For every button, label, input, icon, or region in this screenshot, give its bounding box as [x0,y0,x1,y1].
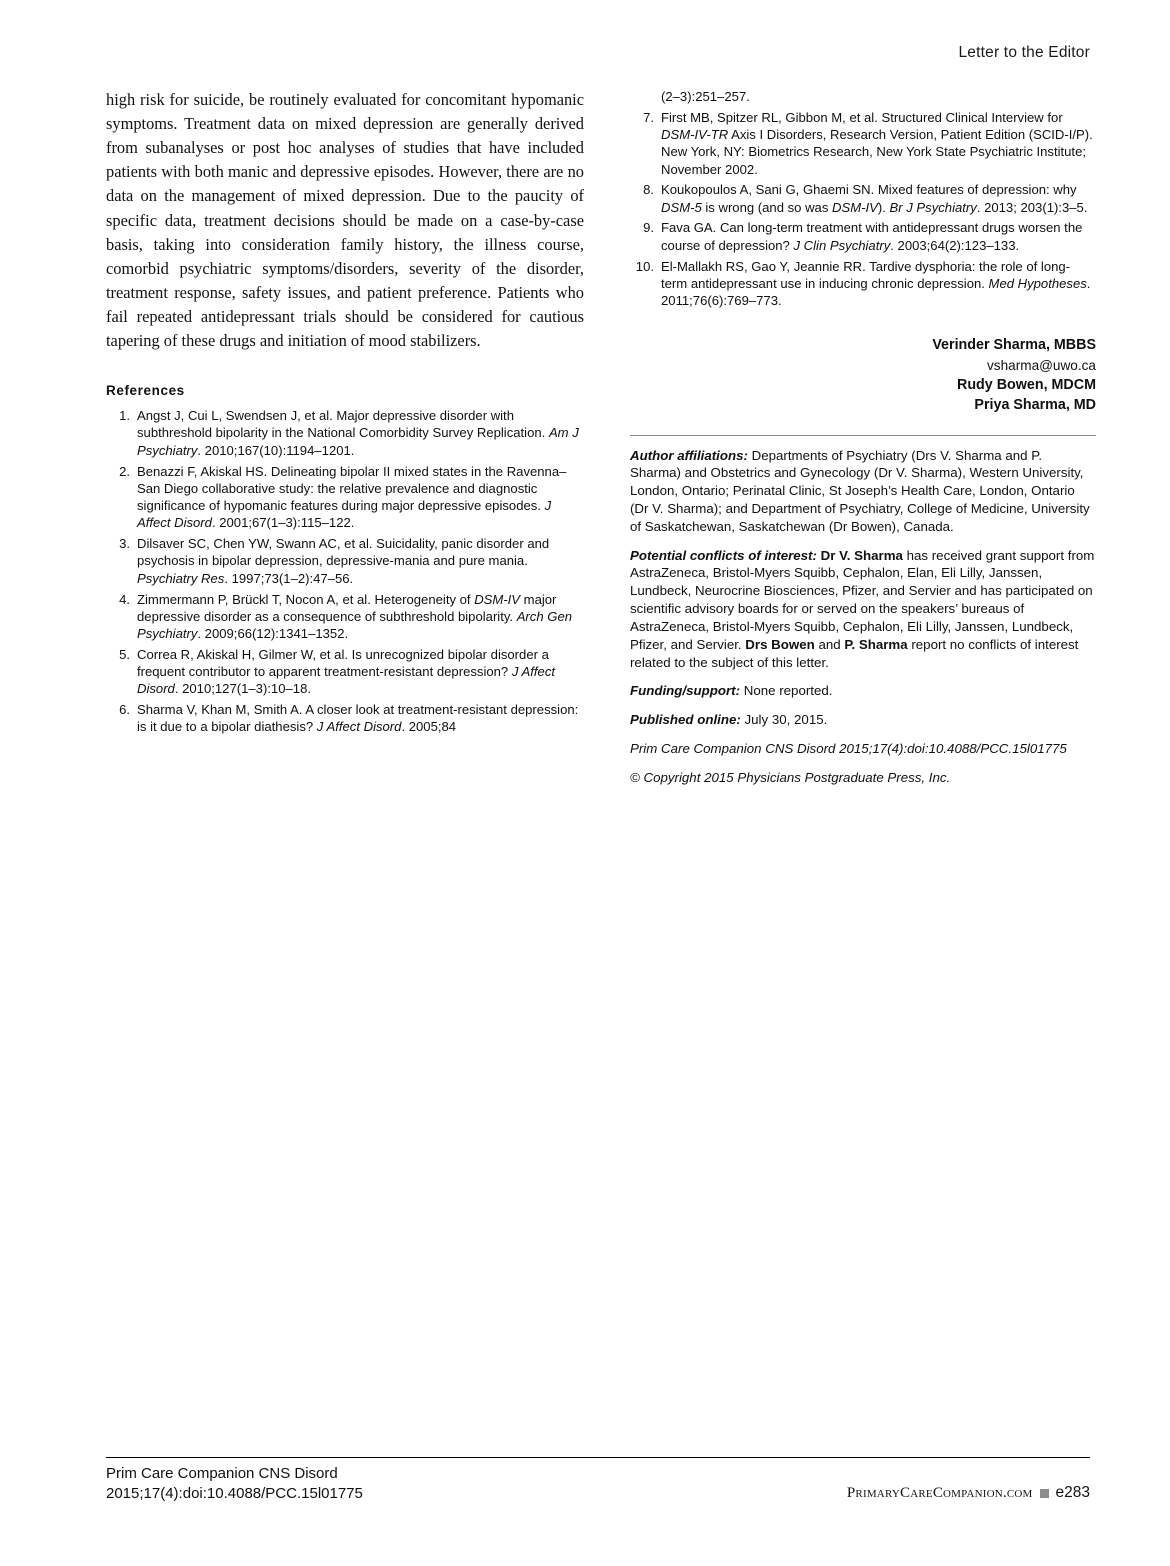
list-item [106,463,584,532]
reference-text: Zimmermann P, Brückl T, Nocon A, et al. Heterogeneity of DSM-IV major depressive disorder as a consequence of subthreshold bipolarity. Arch Gen Psychiatry. 2009;66(12):1341–1352. [137,591,573,642]
note-conflicts [630,547,1096,672]
divider [630,435,1096,436]
reference-number: 1. [119,408,130,424]
reference-number: 8. [643,182,654,198]
list-item [106,646,584,698]
reference-number: 4. [119,591,130,607]
author-name: Verinder Sharma, MBBS [932,337,1096,354]
note-author-affiliations [630,447,1096,536]
author-name: Rudy Bowen, MDCM [957,376,1096,393]
note-text: July 30, 2015. [740,712,828,728]
note-text: Dr V. Sharma has received grant support from AstraZeneca, Bristol-Myers Squibb, Cephalon, Elan, Eli Lilly, Janssen, Lundbeck, Neurocrine Biosciences, Pfizer, and Servier and has participated on scientific advisory boards for or served on the speakers’ bureaus of AstraZeneca, Bristol-Myers Squibb, Cephalon, Eli Lilly, Janssen, Lundbeck, Pfizer, and Servier. Drs Bowen and P. Sharma report no conflicts of interest related to the subject of this letter. [630,547,1095,670]
note-label: Author affiliations: [630,447,748,463]
reference-text: Angst J, Cui L, Swendsen J, et al. Major depressive disorder with subthreshold bipolarity in the National Comorbidity Survey Replication. Am J Psychiatry. 2010;167(10):1194–1201. [137,408,579,458]
author-block [630,335,1096,415]
reference-text: Correa R, Akiskal H, Gilmer W, et al. Is unrecognized bipolar disorder a frequent contributor to apparent treatment-resistant depression? J Affect Disord. 2010;127(1–3):10–18. [137,646,556,697]
note-published-online [630,711,1096,729]
reference-text: Sharma V, Khan M, Smith A. A closer look at treatment-resistant depression: is it due to a bipolar diathesis? J Affect Disord. 2005;84 [137,702,579,735]
author-name: Priya Sharma, MD [974,397,1096,414]
left-column [106,88,584,739]
list-item [106,701,584,736]
footer-journal-info [106,1464,363,1505]
author-email[interactable]: vsharma@uwo.ca [987,357,1096,373]
footer-site-info [847,1484,1090,1502]
page-number: e283 [1055,1484,1090,1501]
note-text: None reported. [740,683,833,699]
footer-divider [106,1457,1090,1458]
note-text: Prim Care Companion CNS Disord 2015;17(4):doi:10.4088/PCC.15l01775 [630,740,1067,756]
list-item [630,258,1096,310]
reference-continuation: (2–3):251–257. [661,89,750,104]
note-funding [630,682,1096,700]
references-heading-text: References [106,383,185,399]
note-copyright [630,769,1096,787]
body-paragraph: high risk for suicide, be routinely evaluated for concomitant hypomanic symptoms. Treatment data on mixed depression are generally derived from subanalyses or post hoc analyses of studies that have included patients with both manic and depressive episodes. However, there are no data on the management of mixed depression. Due to the paucity of specific data, treatment decisions should be made on a case-by-case basis, taking into consideration family history, the illness course, comorbid psychiatric symptoms/disorders, severity of the disorder, treatment response, safety issues, and patient preference. Patients who fail repeated antidepressant trials should be considered for cautious tapering of these drugs and initiation of mood stabilizers. [106,90,584,351]
reference-number: 7. [643,109,654,125]
reference-list-right [630,109,1096,310]
list-item [106,407,584,459]
note-citation [630,740,1096,758]
reference-number: 6. [119,702,130,718]
list-item [106,591,584,643]
reference-number: 9. [643,220,654,236]
reference-list-left [106,407,584,736]
right-column [630,88,1096,798]
list-item [630,181,1096,216]
list-item [106,535,584,587]
square-icon [1040,1489,1049,1498]
reference-text: Fava GA. Can long-term treatment with antidepressant drugs worsen the course of depression? J Clin Psychiatry. 2003;64(2):123–133. [661,220,1083,253]
running-head: Letter to the Editor [958,44,1090,61]
reference-number: 5. [119,646,130,662]
footer-journal-doi: 2015;17(4):doi:10.4088/PCC.15l01775 [106,1484,363,1502]
reference-text: First MB, Spitzer RL, Gibbon M, et al. Structured Clinical Interview for DSM-IV-TR Axis I Disorders, Research Version, Patient Edition (SCID-I/P). New York, NY: Biometrics Research, New York State Psychiatric Institute; November 2002. [661,109,1093,177]
note-label: Published online: [630,712,741,728]
note-text: Departments of Psychiatry (Drs V. Sharma and P. Sharma) and Obstetrics and Gynecology (Dr V. Sharma), Western University, London, Ontario; Perinatal Clinic, St Joseph’s Health Care, London, Ontario (Dr V. Sharma); and Department of Psychiatry, College of Medicine, University of Saskatchewan, Saskatchewan (Dr Bowen), Canada. [630,447,1090,534]
reference-number: 2. [119,463,130,479]
note-label: Potential conflicts of interest: [630,547,817,563]
reference-text: Benazzi F, Akiskal HS. Delineating bipolar II mixed states in the Ravenna–San Diego collaborative study: the relative prevalence and diagnostic significance of hypomanic features during major depressive episodes. J Affect Disord. 2001;67(1–3):115–122. [137,463,567,531]
references-heading [106,383,584,398]
note-text: © Copyright 2015 Physicians Postgraduate Press, Inc. [630,769,951,785]
reference-number: 10. [635,258,654,274]
note-label: Funding/support: [630,683,741,699]
footer-journal-name: Prim Care Companion CNS Disord [106,1464,338,1482]
footer-website[interactable]: PrimaryCareCompanion.com [846,1484,1033,1501]
reference-number: 3. [119,536,130,552]
reference-text: Dilsaver SC, Chen YW, Swann AC, et al. Suicidality, panic disorder and psychosis in bipolar depression, depressive-mania and pure mania. Psychiatry Res. 1997;73(1–2):47–56. [137,536,550,586]
list-item [630,219,1096,254]
list-item [630,109,1096,178]
reference-text: El-Mallakh RS, Gao Y, Jeannie RR. Tardive dysphoria: the role of long-term antidepressant use in inducing chronic depression. Med Hypotheses. 2011;76(6):769–773. [661,258,1091,309]
reference-text: Koukopoulos A, Sani G, Ghaemi SN. Mixed features of depression: why DSM-5 is wrong (and so was DSM-IV). Br J Psychiatry. 2013; 203(1):3–5. [661,182,1088,215]
